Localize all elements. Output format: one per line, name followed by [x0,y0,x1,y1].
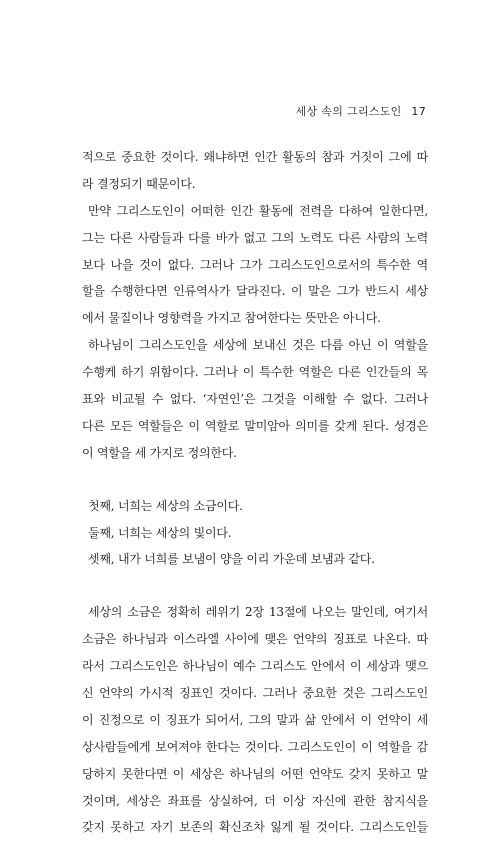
text-line: 갖지 못하고 자기 보존의 확신조차 잃게 될 것이다. 그리스도인들 [82,820,428,835]
text-line: 당하지 못한다면 이 세상은 하나님의 어떤 언약도 갖지 못하고 말 [82,766,428,781]
list-item: 첫째, 너희는 세상의 소금이다. [88,498,243,513]
text-line: 세상의 소금은 정확히 레위기 2장 13절에 나오는 말인데, 여기서 [88,605,428,620]
text-line: 하나님이 그리스도인을 세상에 보내신 것은 다름 아닌 이 역할을 [88,338,428,353]
definition-list [82,493,428,574]
spacer [82,467,428,493]
text-line: 표와 비교될 수 없다. ‘자연인’은 그것을 이해할 수 없다. 그러나 [82,392,428,407]
list-item: 셋째, 내가 너희를 보냄이 양을 이리 가운데 보냄과 같다. [88,552,375,567]
spacer [82,573,428,599]
text-line: 신 언약의 가시적 징표인 것이다. 그러나 중요한 것은 그리스도인 [82,686,428,701]
text-line: 이 역할을 세 가지로 정의한다. [82,445,237,460]
text-line: 할을 수행한다면 인류역사가 달라진다. 이 말은 그가 반드시 세상 [82,284,428,299]
text-line: 상사람들에게 보여져야 한다는 것이다. 그리스도인이 이 역할을 감 [82,739,428,754]
text-line: 것이며, 세상은 좌표를 상실하여, 더 이상 자신에 관한 참지식을 [82,793,428,808]
text-line: 그는 다른 사람들과 다를 바가 없고 그의 노력도 다른 사람의 노력 [82,230,428,245]
running-header-title: 세상 속의 그리스도인 [295,105,402,118]
list-item: 둘째, 너희는 세상의 빛이다. [88,525,232,540]
text-line: 만약 그리스도인이 어떠한 인간 활동에 전력을 다하여 일한다면, [88,203,428,218]
body-text [82,144,428,841]
text-line: 에서 물질이나 영향력을 가지고 참여한다는 뜻만은 아니다. [82,311,381,326]
text-line: 이 진정으로 이 징표가 되어서, 그의 말과 삶 안에서 이 언약이 세 [82,712,428,727]
running-header [296,103,426,119]
paragraph [82,198,428,332]
paragraph [82,144,428,198]
paragraph [82,599,428,841]
text-line: 수행케 하기 위함이다. 그러나 이 특수한 역할은 다른 인간들의 목 [82,365,428,380]
text-line: 라서 그리스도인은 하나님이 예수 그리스도 안에서 이 세상과 맺으 [82,659,428,674]
text-line: 보다 나을 것이 없다. 그러나 그가 그리스도인으로서의 특수한 역 [82,257,428,272]
page-number: 17 [411,105,426,118]
text-line: 다른 모든 역할들은 이 역할로 말미암아 의미를 갖게 된다. 성경은 [82,418,428,433]
text-line: 라 결정되기 때문이다. [82,176,196,191]
paragraph [82,332,428,466]
text-line: 소금은 하나님과 이스라엘 사이에 맺은 언약의 징표로 나온다. 따 [82,632,428,647]
text-line: 적으로 중요한 것이다. 왜냐하면 인간 활동의 참과 거짓이 그에 따 [82,150,428,164]
